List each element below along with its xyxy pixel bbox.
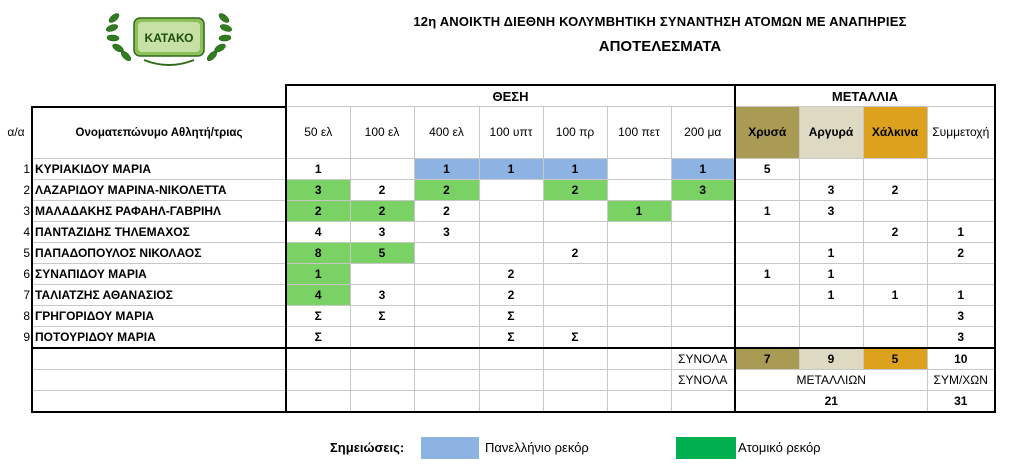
athlete-name: ΜΑΛΑΔΑΚΗΣ ΡΑΦΑΗΛ-ΓΑΒΡΙΗΛ [32,200,286,221]
result-100-free [350,326,414,348]
athlete-row [2,284,995,305]
event-header-100-breast: 100 πρ [543,107,607,159]
result-50-free: Σ [286,305,350,326]
personal-record-label: Ατομικό ρεκόρ [738,440,821,455]
silver-count: 1 [799,284,863,305]
row-index: 9 [2,326,32,348]
athlete-row [2,158,995,179]
result-100-free: 2 [350,179,414,200]
participation-total-label: ΣΥΜ/ΧΩΝ [927,369,995,390]
result-400-free [414,242,479,263]
result-100-free: Σ [350,305,414,326]
total-bronze: 5 [863,348,927,370]
row-index: 4 [2,221,32,242]
total-participation: 10 [927,348,995,370]
event-header-200-im: 200 μα [671,107,735,159]
participation-count: 2 [927,242,995,263]
result-50-free: 3 [286,179,350,200]
result-100-breast: 2 [543,242,607,263]
bronze-count [863,263,927,284]
result-100-back: Σ [479,305,543,326]
silver-header: Αργυρά [799,107,863,159]
result-100-back [479,242,543,263]
result-50-free: Σ [286,326,350,348]
result-100-breast [543,263,607,284]
row-index: 6 [2,263,32,284]
athlete-row [2,242,995,263]
bronze-count [863,242,927,263]
gold-count: 5 [735,158,799,179]
result-50-free: 8 [286,242,350,263]
result-200-im: 1 [671,158,735,179]
page-subtitle: ΑΠΟΤΕΛΕΣΜΑΤΑ [598,38,722,55]
participation-count: 1 [927,284,995,305]
participation-header: Συμμετοχή [927,107,995,159]
column-header-row [2,107,995,159]
participation-count: 3 [927,326,995,348]
participation-count [927,200,995,221]
event-header-400-free: 400 ελ [414,107,479,159]
bronze-count [863,326,927,348]
participation-grand-total: 31 [927,390,995,412]
result-400-free: 1 [414,158,479,179]
row-index: 8 [2,305,32,326]
result-100-fly [607,158,671,179]
logo-text: ΚΑΤΑΚΟ [144,31,194,45]
silver-count [799,326,863,348]
result-400-free: 3 [414,221,479,242]
athlete-name: ΠΑΠΑΔΟΠΟΥΛΟΣ ΝΙΚΟΛΑΟΣ [32,242,286,263]
result-100-free: 3 [350,284,414,305]
result-100-breast [543,305,607,326]
result-200-im [671,284,735,305]
participation-count: 3 [927,305,995,326]
personal-record-swatch [676,437,736,459]
national-record-swatch [421,437,479,459]
participation-count [927,179,995,200]
position-group-header: ΘΕΣΗ [286,85,735,107]
silver-count: 3 [799,179,863,200]
result-100-free [350,158,414,179]
gold-count: 1 [735,200,799,221]
gold-count [735,242,799,263]
result-200-im [671,242,735,263]
result-200-im [671,221,735,242]
result-200-im [671,200,735,221]
grand-totals-row [2,390,995,412]
result-100-fly [607,305,671,326]
athlete-name: ΚΥΡΙΑΚΙΔΟΥ ΜΑΡΙΑ [32,158,286,179]
athlete-name: ΓΡΗΓΟΡΙΔΟΥ ΜΑΡΙΑ [32,305,286,326]
result-50-free: 4 [286,284,350,305]
result-50-free: 1 [286,158,350,179]
result-100-fly [607,263,671,284]
name-header: Ονοματεπώνυμο Αθλητή/τριας [32,107,286,159]
gold-count [735,179,799,200]
result-100-fly: 1 [607,200,671,221]
medals-total-label: ΜΕΤΑΛΛΙΩΝ [735,369,927,390]
row-index: 1 [2,158,32,179]
national-record-label: Πανελλήνιο ρεκόρ [485,440,589,455]
result-50-free: 4 [286,221,350,242]
bronze-count [863,200,927,221]
result-400-free: 2 [414,179,479,200]
silver-count [799,158,863,179]
athlete-row [2,179,995,200]
result-50-free: 2 [286,200,350,221]
event-header-100-fly: 100 πετ [607,107,671,159]
result-100-breast: Σ [543,326,607,348]
result-400-free [414,326,479,348]
result-400-free [414,284,479,305]
notes-label: Σημειώσεις: [330,440,405,455]
result-400-free: 2 [414,200,479,221]
result-100-back: 1 [479,158,543,179]
result-100-fly [607,221,671,242]
result-100-back [479,200,543,221]
result-100-back: 2 [479,263,543,284]
athlete-row [2,221,995,242]
athlete-name: ΛΑΖΑΡΙΔΟΥ ΜΑΡΙΝΑ-ΝΙΚΟΛΕΤΤΑ [32,179,286,200]
row-index: 2 [2,179,32,200]
silver-count: 3 [799,200,863,221]
page-title: 12η ΑΝΟΙΚΤΗ ΔΙΕΘΝΗ ΚΟΛΥΜΒΗΤΙΚΗ ΣΥΝΑΝΤΗΣΗ ΑΤΟΜΩΝ ΜΕ ΑΝΑΠΗΡΙΕΣ [413,14,907,29]
medals-group-header: ΜΕΤΑΛΛΙΑ [735,85,995,107]
result-100-back: 2 [479,284,543,305]
result-200-im [671,263,735,284]
index-header: α/α [7,125,25,140]
group-header-row [2,85,995,107]
result-100-breast: 1 [543,158,607,179]
event-header-100-back: 100 υπτ [479,107,543,159]
bronze-count [863,305,927,326]
result-100-free: 5 [350,242,414,263]
result-200-im [671,305,735,326]
athlete-name: ΠΑΝΤΑΖΙΔΗΣ ΤΗΛΕΜΑΧΟΣ [32,221,286,242]
bronze-header: Χάλκινα [863,107,927,159]
result-100-free [350,263,414,284]
result-400-free [414,305,479,326]
row-index: 5 [2,242,32,263]
silver-count: 1 [799,242,863,263]
gold-count [735,221,799,242]
result-100-fly [607,242,671,263]
totals-label: ΣΥΝΟΛΑ [671,348,735,370]
result-100-breast [543,221,607,242]
result-100-breast: 2 [543,179,607,200]
result-100-free: 3 [350,221,414,242]
gold-count [735,326,799,348]
result-100-fly [607,284,671,305]
athlete-name: ΣΥΝΑΠΙΔΟΥ ΜΑΡΙΑ [32,263,286,284]
result-400-free [414,263,479,284]
bronze-count: 1 [863,284,927,305]
athlete-row [2,326,995,348]
event-header-50-free: 50 ελ [286,107,350,159]
bronze-count: 2 [863,179,927,200]
result-200-im [671,326,735,348]
total-gold: 7 [735,348,799,370]
result-100-breast [543,284,607,305]
athlete-name: ΤΑΛΙΑΤΖΗΣ ΑΘΑΝΑΣΙΟΣ [32,284,286,305]
result-100-breast [543,200,607,221]
result-100-back [479,221,543,242]
result-100-free: 2 [350,200,414,221]
result-100-back [479,179,543,200]
athlete-name: ΠΟΤΟΥΡΙΔΟΥ ΜΑΡΙΑ [32,326,286,348]
participation-count [927,263,995,284]
club-logo [104,4,234,72]
totals-label-row [2,369,995,390]
result-50-free: 1 [286,263,350,284]
silver-count: 1 [799,263,863,284]
result-100-fly [607,326,671,348]
result-100-back: Σ [479,326,543,348]
silver-count [799,305,863,326]
gold-count [735,305,799,326]
total-silver: 9 [799,348,863,370]
athlete-row [2,200,995,221]
totals-row [2,348,995,370]
result-100-fly [607,179,671,200]
row-index: 3 [2,200,32,221]
result-200-im: 3 [671,179,735,200]
participation-count: 1 [927,221,995,242]
results-table [2,84,996,413]
bronze-count [863,158,927,179]
athlete-row [2,305,995,326]
totals-label-2: ΣΥΝΟΛΑ [671,369,735,390]
gold-header: Χρυσά [735,107,799,159]
participation-count [927,158,995,179]
gold-count [735,284,799,305]
athlete-row [2,263,995,284]
row-index: 7 [2,284,32,305]
bronze-count: 2 [863,221,927,242]
medals-grand-total: 21 [735,390,927,412]
silver-count [799,221,863,242]
event-header-100-free: 100 ελ [350,107,414,159]
gold-count: 1 [735,263,799,284]
